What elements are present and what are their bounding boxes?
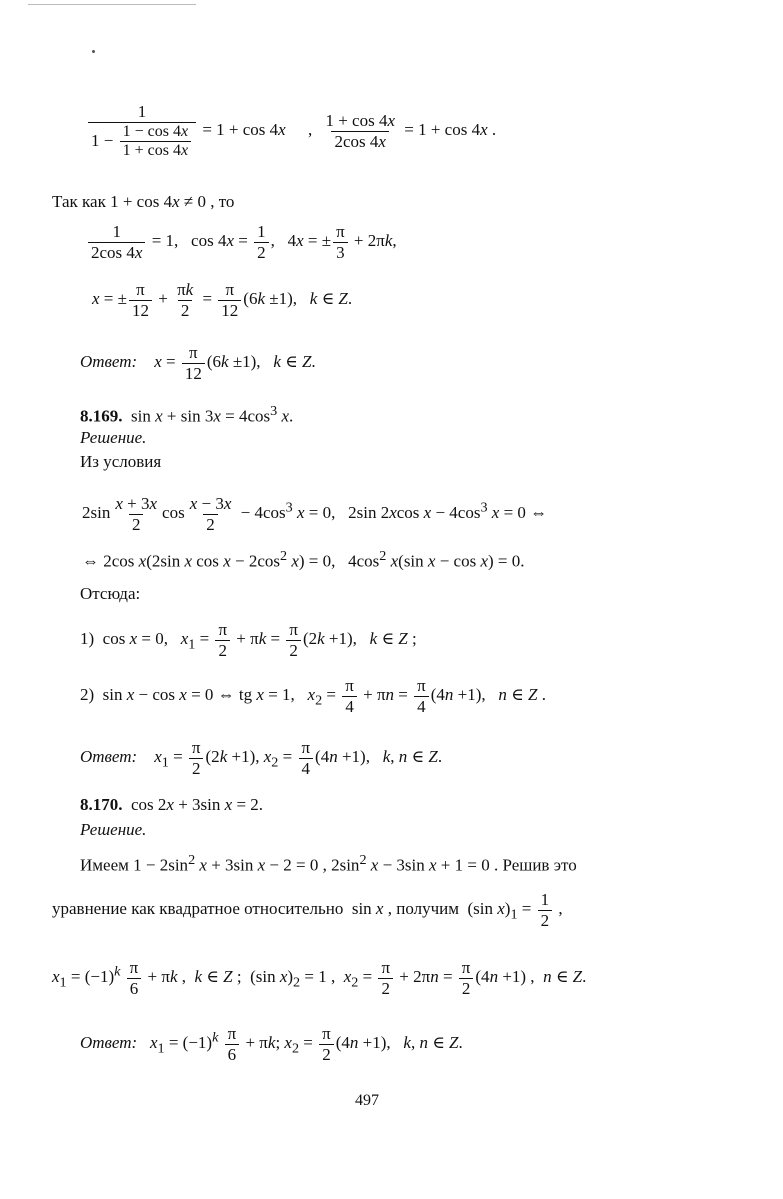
text-line: уравнение как квадратное относительно sin x , получим (sin $x)_1$ = $\frac{1}{2}$ , bbox=[52, 890, 563, 930]
equation-line: $x_1 = (-1)^k$ $\frac{\pi}{6}$ + πk , k ∈ Z ; (sin $x)_2 = 1$ , $x_2$ = $\frac{\pi}{2}$ + 2πn = $\frac{\pi}{2}$ (4n +1) , n ∈ Z. bbox=[52, 958, 587, 998]
equation-line: $\frac{1}{2\cos 4x}$ = 1, cos 4x = $\frac{1}{2}$ , 4x = ± $\frac{\pi}{3}$ + 2πk, bbox=[86, 222, 397, 262]
nested-fraction: 1 1 − $\frac{1 - \cos 4x}{1 + \cos 4x}$ bbox=[88, 102, 196, 160]
text-line: Отсюда: bbox=[80, 584, 141, 603]
problem-header: 8.170. cos 2x + 3sin x = 2. bbox=[80, 795, 264, 814]
text-line: Имеем $1 - 2\sin^2$ x + 3sin x − 2 = 0 , $2\sin^2$ x − 3sin x + 1 = 0 . Решив это bbox=[80, 852, 577, 875]
equation-line: 2sin $\frac{x + 3x}{2}$ cos $\frac{x - 3x}{2}$ − $4\cos^3$ x = 0, 2sin 2xcos $x - 4\cos^3$ x = 0 ⇔ bbox=[82, 494, 548, 534]
answer-line: Ответ: $x_1$ = $\frac{\pi}{2}$ (2k +1), $x_2$ = $\frac{\pi}{4}$ (4n +1), k, n ∈ Z. bbox=[80, 738, 443, 778]
scan-edge-line bbox=[28, 4, 308, 5]
answer-line: Ответ: $x_1 = (-1)^k$ $\frac{\pi}{6}$ + πk; $x_2$ = $\frac{\pi}{2}$ (4n +1), k, n ∈ Z. bbox=[80, 1024, 463, 1064]
equation-line: 2) sin x − cos x = 0 ⇔ tg x = 1, $x_2$ = $\frac{\pi}{4}$ + πn = $\frac{\pi}{4}$ (4n +1), n ∈ Z . bbox=[80, 676, 546, 716]
text-line: Так как 1 + cos 4x ≠ 0 , то bbox=[52, 192, 235, 211]
equation-line: 1 1 − $\frac{1 - \cos 4x}{1 + \cos 4x}$ = 1 + cos 4x , $\frac{1 + \cos 4x}{2\cos 4x}$ = 1 + cos 4x . bbox=[86, 102, 496, 160]
solution-heading: Решение. bbox=[80, 428, 147, 447]
equation-line: x = ± $\frac{\pi}{12}$ + $\frac{\pi k}{2}$ = $\frac{\pi}{12}$ (6k ±1), k ∈ Z. bbox=[92, 280, 353, 320]
equation-line: 1) cos x = 0, $x_1$ = $\frac{\pi}{2}$ + πk = $\frac{\pi}{2}$ (2k +1), k ∈ Z ; bbox=[80, 620, 417, 660]
page-number: 497 bbox=[355, 1092, 379, 1109]
text-line: Из условия bbox=[80, 452, 162, 471]
scan-speck bbox=[92, 50, 95, 53]
answer-line: Ответ: x = $\frac{\pi}{12}$ (6k ±1), k ∈ Z. bbox=[80, 343, 316, 383]
solution-heading: Решение. bbox=[80, 820, 147, 839]
equation-line: ⇔ 2cos x(2sin x $\cos x - 2\cos^2$ x) = 0, $4\cos^2$ x(sin x − cos x) = 0. bbox=[82, 548, 525, 571]
problem-header: 8.169. $\sin x + \sin 3x = 4\cos^3$ x. bbox=[80, 403, 294, 426]
